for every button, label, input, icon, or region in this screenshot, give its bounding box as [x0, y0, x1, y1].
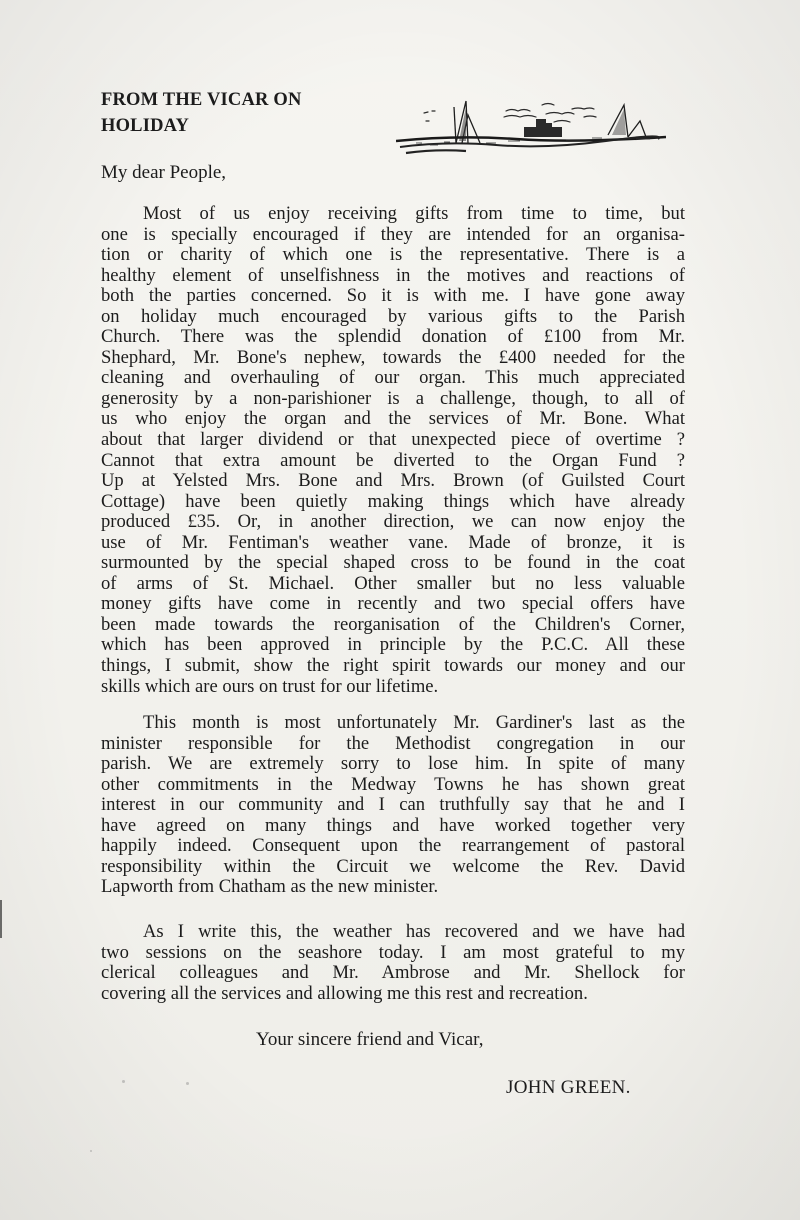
text-line: us who enjoy the organ and the services of Mr. Bone. What: [101, 408, 685, 430]
text-line: use of Mr. Fentiman's weather vane. Made of bronze, it is: [101, 531, 685, 553]
text-line: surmounted by the special shaped cross to be found in the coat: [101, 552, 685, 574]
text-line: other commitments in the Medway Towns he has shown great: [101, 773, 685, 795]
text-line: minister responsible for the Methodist congregation in our: [101, 732, 685, 754]
text-line: Cottage) have been quietly making things which have already: [101, 490, 685, 512]
page-title: [101, 87, 361, 139]
signature: JOHN GREEN.: [506, 1077, 631, 1098]
text-line: interest in our community and I can truthfully say that he and I: [101, 794, 685, 816]
text-line: one is specially encouraged if they are intended for an organisa-: [101, 223, 685, 245]
text-line: tion or charity of which one is the representative. There is a: [101, 244, 685, 266]
text-line: parish. We are extremely sorry to lose him. In spite of many: [101, 753, 685, 775]
print-speck: [90, 1150, 92, 1152]
print-speck: [122, 1080, 125, 1083]
text-line: which has been approved in principle by the P.C.C. All these: [101, 634, 685, 656]
text-line: clerical colleagues and Mr. Ambrose and Mr. Shellock for: [101, 962, 685, 984]
text-line: Shephard, Mr. Bone's nephew, towards the £400 needed for the: [101, 346, 685, 368]
text-line: happily indeed. Consequent upon the rearrangement of pastoral: [101, 835, 685, 857]
text-line: about that larger dividend or that unexpected piece of overtime ?: [101, 429, 685, 451]
text-line: healthy element of unselfishness in the motives and reactions of: [101, 264, 685, 286]
text-line: Lapworth from Chatham as the new minister.: [101, 876, 439, 898]
text-line: Up at Yelsted Mrs. Bone and Mrs. Brown (of Guilsted Court: [101, 470, 685, 492]
salutation: My dear People,: [101, 162, 227, 183]
text-line: Most of us enjoy receiving gifts from time to time, but: [143, 203, 685, 224]
text-line: generosity by a non-parishioner is a challenge, though, to all of: [101, 387, 685, 409]
paragraph-gifts: [101, 204, 685, 697]
print-speck: [186, 1082, 189, 1085]
text-line: both the parties concerned. So it is with me. I have gone away: [101, 285, 685, 307]
text-line: two sessions on the seashore today. I am most grateful to my: [101, 941, 685, 963]
text-line: have agreed on many things and have worked together very: [101, 814, 685, 836]
text-line: been made towards the reorganisation of the Children's Corner,: [101, 613, 685, 635]
title-line-2: HOLIDAY: [101, 116, 190, 136]
text-line: cleaning and overhauling of our organ. This much appreciated: [101, 367, 685, 389]
text-line: This month is most unfortunately Mr. Gardiner's last as the: [143, 712, 685, 733]
paragraph-weather: [101, 922, 685, 1004]
paragraph-methodist-minister: [101, 713, 685, 898]
text-line: on holiday much encouraged by various gifts to the Parish: [101, 305, 685, 327]
text-line: money gifts have come in recently and two special offers have: [101, 593, 685, 615]
page-edge-mark: [0, 900, 2, 938]
text-line: Church. There was the splendid donation of £100 from Mr.: [101, 326, 685, 348]
text-line: responsibility within the Circuit we welcome the Rev. David: [101, 855, 685, 877]
text-line: skills which are ours on trust for our lifetime.: [101, 675, 439, 697]
text-line: of arms of St. Michael. Other smaller but no less valuable: [101, 572, 685, 594]
seaside-boats-illustration-icon: [396, 95, 666, 160]
text-line: covering all the services and allowing me this rest and recreation.: [101, 982, 588, 1004]
text-line: things, I submit, show the right spirit towards our money and our: [101, 655, 685, 677]
text-line: As I write this, the weather has recovered and we have had: [143, 921, 685, 942]
text-line: produced £35. Or, in another direction, we can now enjoy the: [101, 511, 685, 533]
closing-line: Your sincere friend and Vicar,: [256, 1029, 484, 1050]
title-line-1: FROM THE VICAR ON: [101, 90, 302, 110]
text-line: Cannot that extra amount be diverted to the Organ Fund ?: [101, 449, 685, 471]
